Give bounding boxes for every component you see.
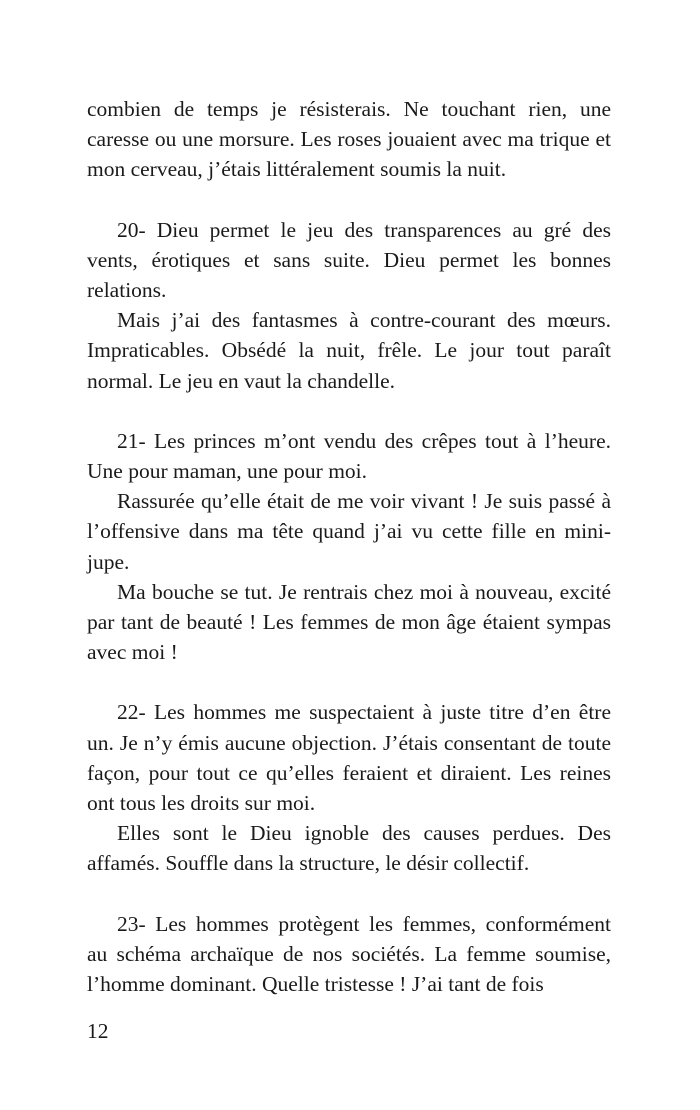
- section-23: [87, 909, 611, 1000]
- paragraph: combien de temps je résisterais. Ne touchant rien, une caresse ou une morsure. Les roses jouaient avec ma trique et mon cerveau, j’étais littéralement soumis la nuit.: [87, 97, 611, 182]
- paragraph: 21- Les princes m’ont vendu des crêpes tout à l’heure. Une pour maman, une pour moi.: [87, 428, 611, 484]
- paragraph: 20- Dieu permet le jeu des transparences au gré des vents, érotiques et sans suite. Dieu permet les bonnes relations.: [87, 217, 611, 303]
- body-text: [87, 94, 611, 1029]
- section-continuation: [87, 94, 611, 185]
- paragraph: Rassurée qu’elle était de me voir vivant ! Je suis passé à l’offensive dans ma tête quand j’ai vu cette fille en mini-jupe.: [87, 489, 611, 574]
- page-number: 12: [87, 1019, 109, 1043]
- section-22: [87, 697, 611, 878]
- paragraph: 22- Les hommes me suspectaient à juste titre d’en être un. Je n’y émis aucune objection. J’étais consentant de toute façon, pour tout ce qu’elles feraient et diraient. Les reines ont tous les droits sur moi.: [87, 700, 611, 816]
- paragraph: Ma bouche se tut. Je rentrais chez moi à nouveau, excité par tant de beauté ! Les femmes de mon âge étaient sympas avec moi !: [87, 579, 611, 665]
- paragraph: 23- Les hommes protègent les femmes, conformément au schéma archaïque de nos sociétés. La femme soumise, l’homme dominant. Quelle tristesse ! J’ai tant de fois: [87, 911, 611, 997]
- paragraph: Elles sont le Dieu ignoble des causes perdues. Des affamés. Souffle dans la structure, le désir collectif.: [87, 821, 611, 876]
- section-21: [87, 426, 611, 668]
- paragraph: Mais j’ai des fantasmes à contre-courant des mœurs. Impraticables. Obsédé la nuit, frêle. Le jour tout paraît normal. Le jeu en vaut la chandelle.: [87, 308, 611, 393]
- section-20: [87, 215, 611, 396]
